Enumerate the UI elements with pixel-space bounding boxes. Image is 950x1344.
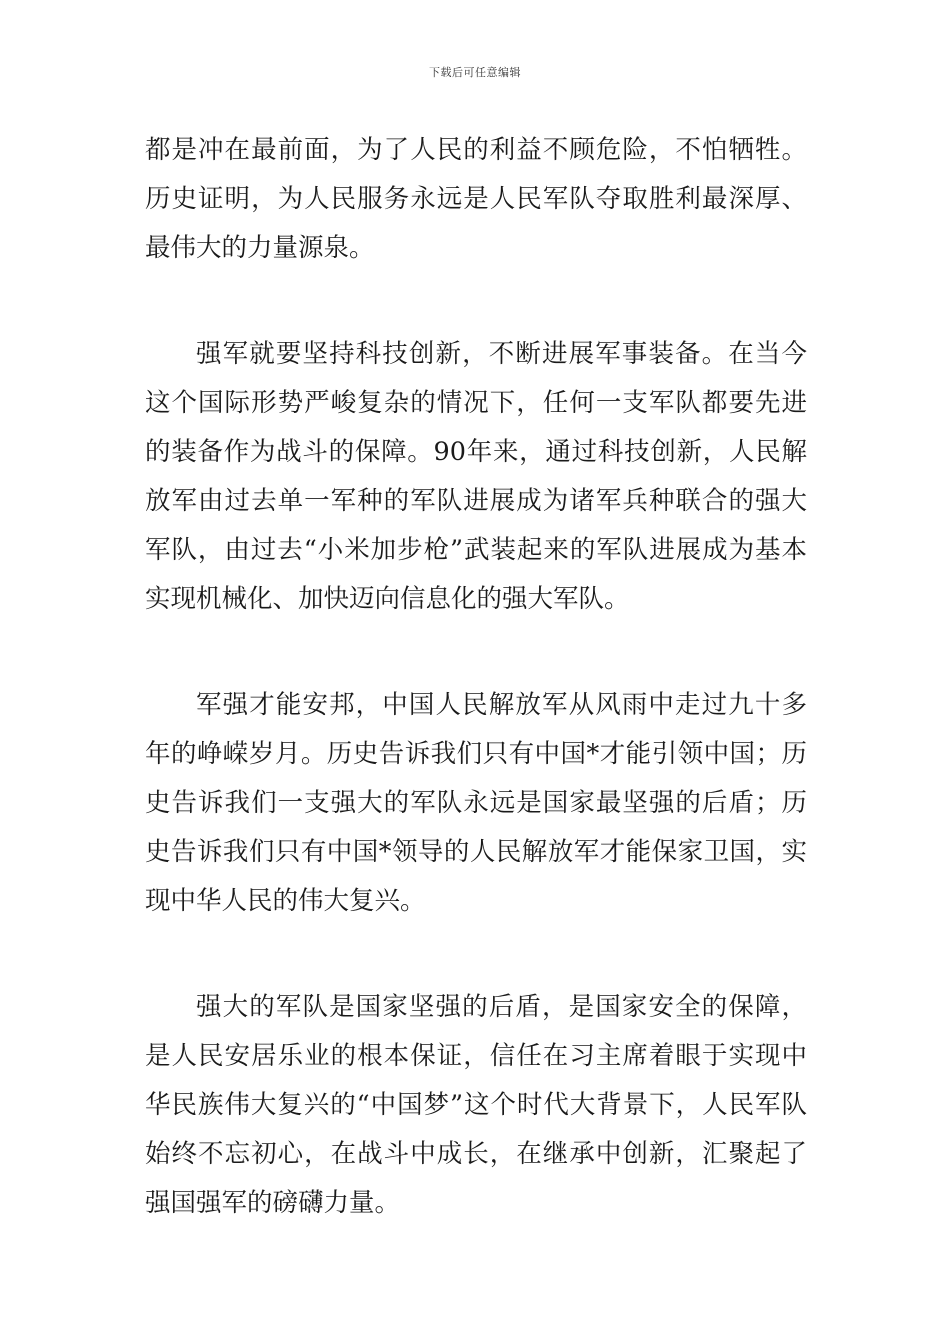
page-header-note: 下载后可任意编辑: [429, 66, 521, 79]
paragraph-4: 强大的军队是国家坚强的后盾，是国家安全的保障，是人民安居乐业的根本保证，信任在习主席着眼于实现中华民族伟大复兴的“中国梦”这个时代大背景下，人民军队始终不忘初心，在战斗中成长，在继承中创新，汇聚起了强国强军的磅礴力量。: [145, 992, 807, 1218]
paragraph-3: 军强才能安邦，中国人民解放军从风雨中走过九十多年的峥嵘岁月。历史告诉我们只有中国*才能引领中国；历史告诉我们一支强大的军队永远是国家最坚强的后盾；历史告诉我们只有中国*领导的人民解放军才能保家卫国，实现中华人民的伟大复兴。: [145, 690, 807, 916]
document-body: [145, 126, 807, 1228]
paragraph-1: 都是冲在最前面，为了人民的利益不顾危险，不怕牺牲。历史证明，为人民服务永远是人民军队夺取胜利最深厚、最伟大的力量源泉。: [145, 135, 807, 263]
paragraph-2: 强军就要坚持科技创新，不断进展军事装备。在当今这个国际形势严峻复杂的情况下，任何一支军队都要先进的装备作为战斗的保障。90年来，通过科技创新，人民解放军由过去单一军种的军队进展成为诸军兵种联合的强大军队，由过去“小米加步枪”武装起来的军队进展成为基本实现机械化、加快迈向信息化的强大军队。: [145, 339, 807, 614]
